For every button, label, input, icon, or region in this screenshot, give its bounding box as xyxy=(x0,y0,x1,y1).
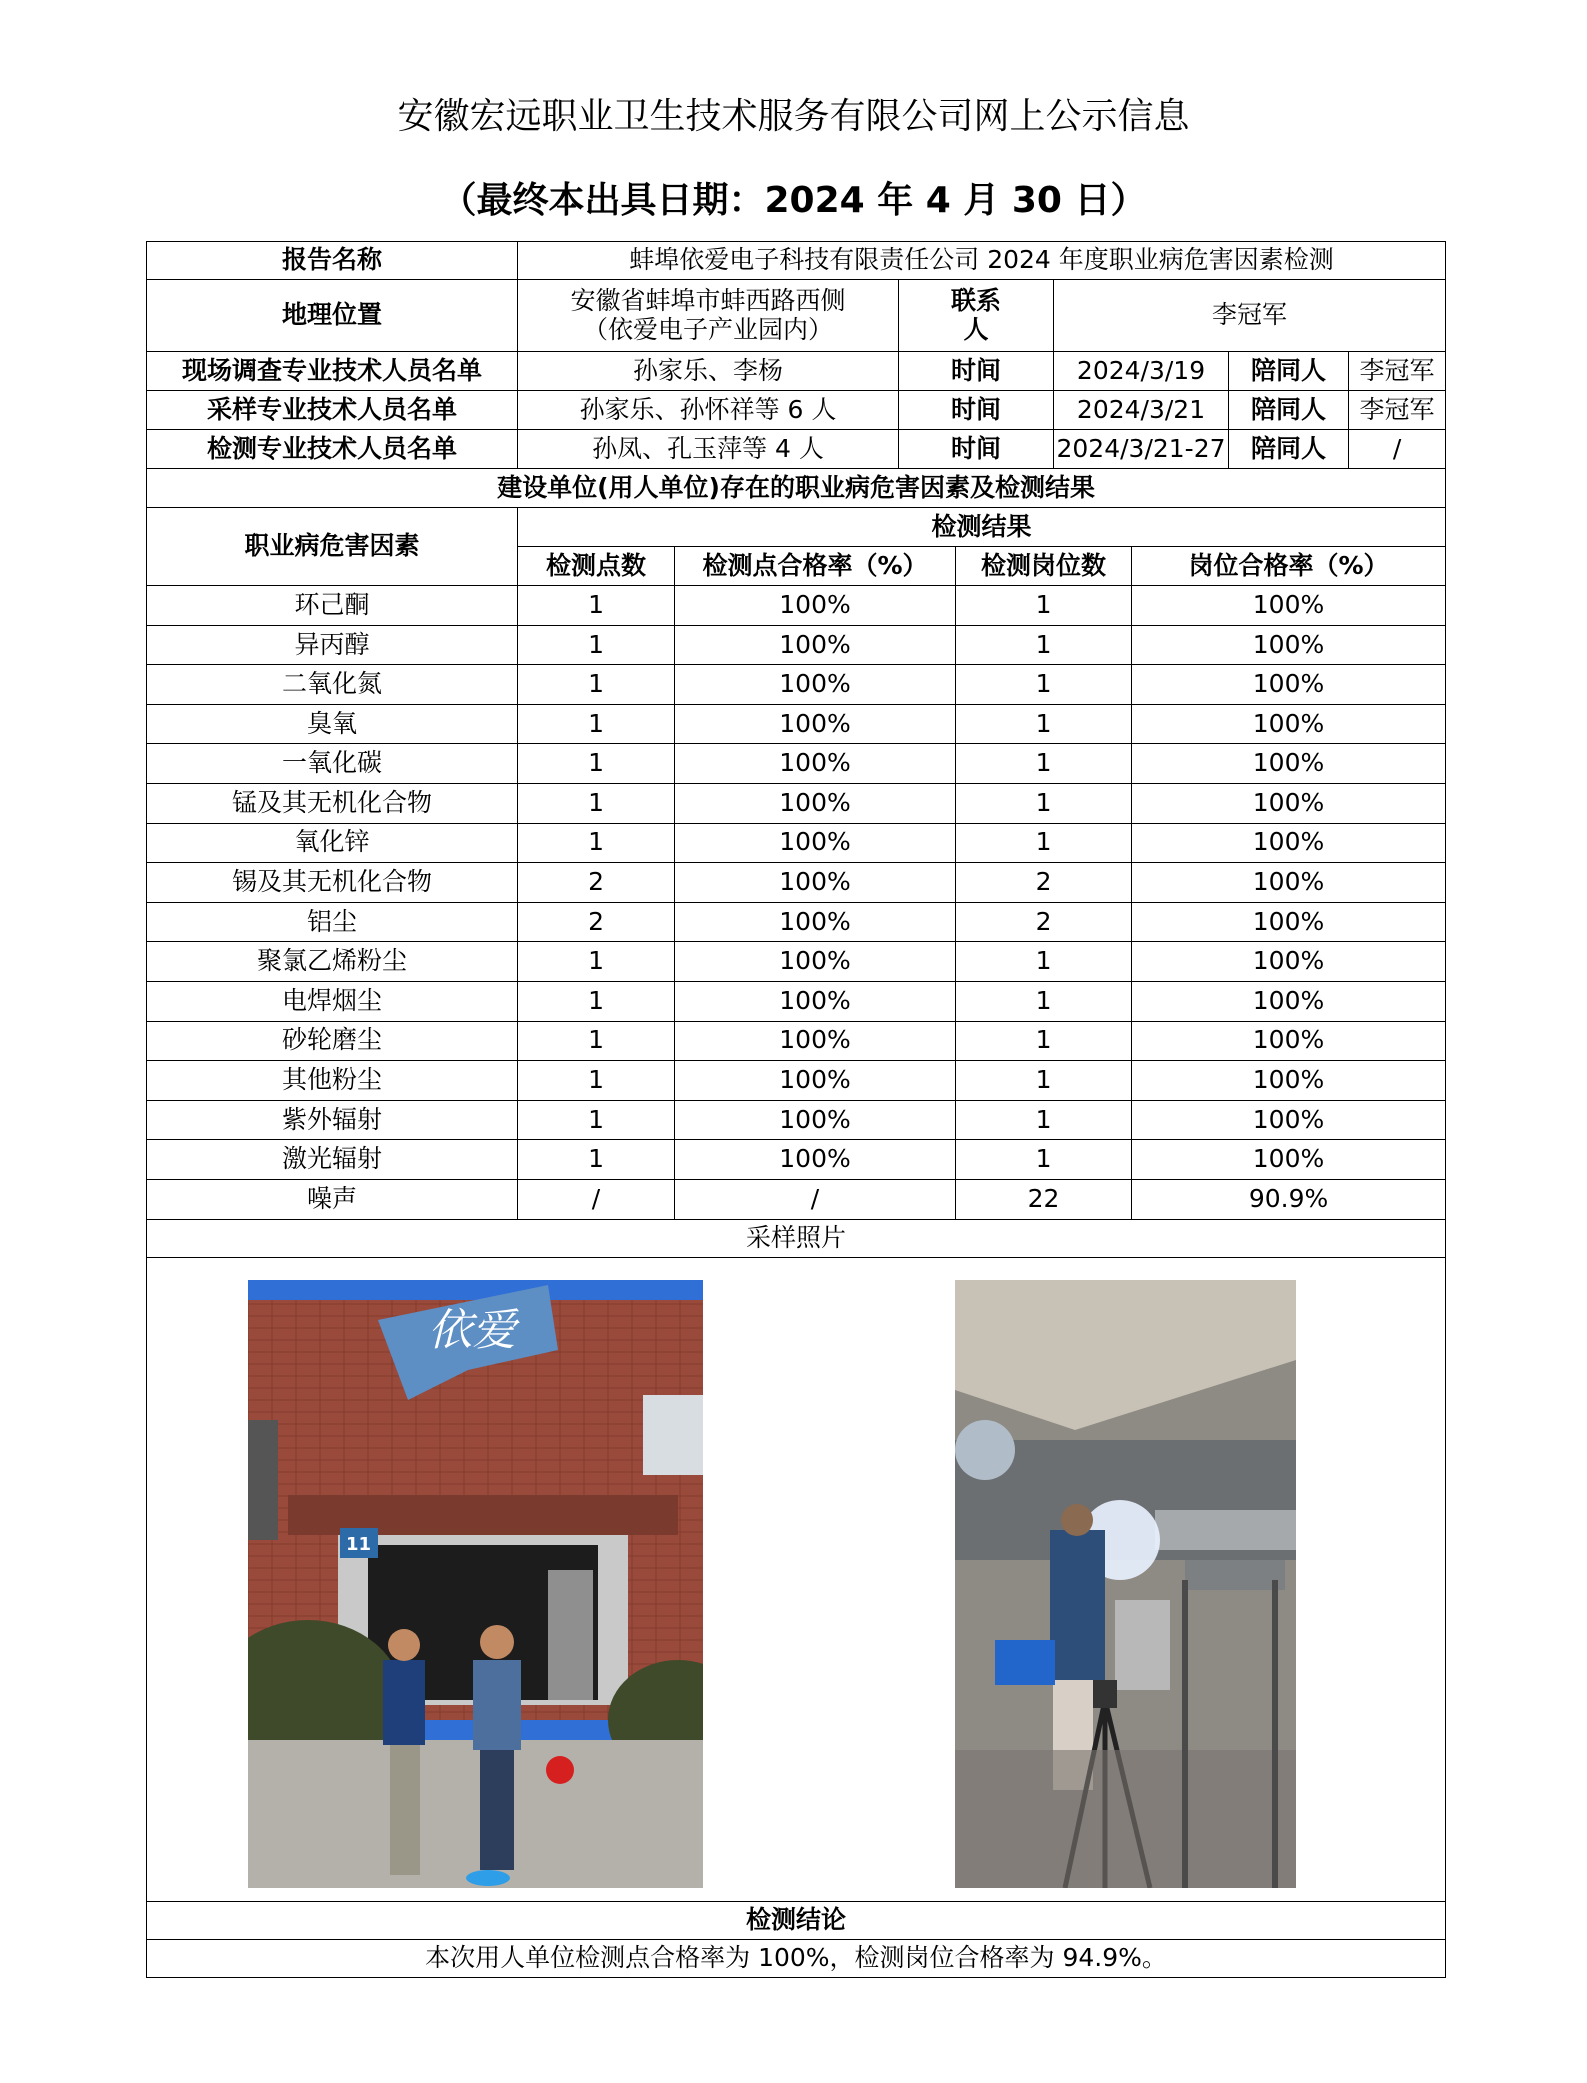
post-rate-cell: 100% xyxy=(1132,902,1446,942)
point-rate-cell: 100% xyxy=(675,942,956,982)
posts-cell: 1 xyxy=(956,704,1132,744)
factor-cell: 紫外辐射 xyxy=(147,1100,518,1140)
results-header-row xyxy=(147,508,1446,547)
posts-cell: 1 xyxy=(956,665,1132,705)
points-cell: 1 xyxy=(518,625,675,665)
points-cell: 1 xyxy=(518,942,675,982)
point-rate-cell: 100% xyxy=(675,823,956,863)
point-rate-cell: 100% xyxy=(675,783,956,823)
points-cell: 1 xyxy=(518,586,675,626)
location-line-2: （依爱电子产业园内） xyxy=(583,314,834,344)
col-header-points: 检测点数 xyxy=(518,547,675,586)
factor-cell: 电焊烟尘 xyxy=(147,981,518,1021)
result-row xyxy=(147,665,1446,705)
posts-cell: 1 xyxy=(956,1100,1132,1140)
staff-names: 孙家乐、李杨 xyxy=(518,352,899,391)
accompany-value: / xyxy=(1349,430,1446,469)
section-title: 建设单位(用人单位)存在的职业病危害因素及检测结果 xyxy=(147,469,1446,508)
points-cell: 1 xyxy=(518,823,675,863)
factor-cell: 噪声 xyxy=(147,1179,518,1219)
posts-cell: 2 xyxy=(956,863,1132,903)
result-header: 检测结果 xyxy=(518,508,1446,547)
conclusion-row xyxy=(147,1939,1446,1977)
post-rate-cell: 100% xyxy=(1132,1061,1446,1101)
location-line-1: 安徽省蚌埠市蚌西路西侧 xyxy=(570,285,846,315)
report-name-value: 蚌埠依爱电子科技有限责任公司 2024 年度职业病危害因素检测 xyxy=(518,242,1446,280)
posts-cell: 1 xyxy=(956,586,1132,626)
factor-cell: 锰及其无机化合物 xyxy=(147,783,518,823)
contact-label-line-2: 人 xyxy=(963,314,989,344)
posts-cell: 1 xyxy=(956,823,1132,863)
photos-label: 采样照片 xyxy=(147,1219,1446,1257)
staff-names: 孙家乐、孙怀祥等 6 人 xyxy=(518,391,899,430)
factor-cell: 二氧化氮 xyxy=(147,665,518,705)
post-rate-cell: 100% xyxy=(1132,783,1446,823)
photos-row xyxy=(147,1257,1446,1901)
result-row xyxy=(147,823,1446,863)
post-rate-cell: 100% xyxy=(1132,1140,1446,1180)
location-label: 地理位置 xyxy=(147,280,518,352)
posts-cell: 1 xyxy=(956,1140,1132,1180)
factor-cell: 激光辐射 xyxy=(147,1140,518,1180)
result-row xyxy=(147,981,1446,1021)
post-rate-cell: 100% xyxy=(1132,863,1446,903)
post-rate-cell: 100% xyxy=(1132,1021,1446,1061)
posts-cell: 1 xyxy=(956,625,1132,665)
post-rate-cell: 100% xyxy=(1132,625,1446,665)
points-cell: / xyxy=(518,1179,675,1219)
post-rate-cell: 90.9% xyxy=(1132,1179,1446,1219)
post-rate-cell: 100% xyxy=(1132,586,1446,626)
accompany-label: 陪同人 xyxy=(1229,352,1349,391)
report-name-label: 报告名称 xyxy=(147,242,518,280)
point-rate-cell: 100% xyxy=(675,1100,956,1140)
post-rate-cell: 100% xyxy=(1132,942,1446,982)
staff-time: 2024/3/21 xyxy=(1054,391,1229,430)
points-cell: 2 xyxy=(518,863,675,903)
staff-names: 孙凤、孔玉萍等 4 人 xyxy=(518,430,899,469)
welding-workshop-photo xyxy=(955,1280,1296,1888)
col-header-point-rate: 检测点合格率（%） xyxy=(675,547,956,586)
point-rate-cell: 100% xyxy=(675,625,956,665)
time-label: 时间 xyxy=(899,391,1054,430)
factor-cell: 异丙醇 xyxy=(147,625,518,665)
posts-cell: 1 xyxy=(956,744,1132,784)
factor-cell: 一氧化碳 xyxy=(147,744,518,784)
accompany-label: 陪同人 xyxy=(1229,391,1349,430)
conclusion-label: 检测结论 xyxy=(147,1901,1446,1939)
factor-cell: 砂轮磨尘 xyxy=(147,1021,518,1061)
point-rate-cell: / xyxy=(675,1179,956,1219)
accompany-value: 李冠军 xyxy=(1349,391,1446,430)
post-rate-cell: 100% xyxy=(1132,1100,1446,1140)
staff-label: 检测专业技术人员名单 xyxy=(147,430,518,469)
contact-label-line-1: 联系 xyxy=(951,285,1002,315)
staff-row xyxy=(147,352,1446,391)
result-row xyxy=(147,863,1446,903)
post-rate-cell: 100% xyxy=(1132,823,1446,863)
result-row xyxy=(147,744,1446,784)
posts-cell: 1 xyxy=(956,981,1132,1021)
points-cell: 1 xyxy=(518,1061,675,1101)
accompany-value: 李冠军 xyxy=(1349,352,1446,391)
photos-cell xyxy=(147,1257,1446,1901)
point-rate-cell: 100% xyxy=(675,863,956,903)
point-rate-cell: 100% xyxy=(675,704,956,744)
post-rate-cell: 100% xyxy=(1132,744,1446,784)
points-cell: 1 xyxy=(518,744,675,784)
points-cell: 1 xyxy=(518,1021,675,1061)
post-rate-cell: 100% xyxy=(1132,981,1446,1021)
col-header-post-rate: 岗位合格率（%） xyxy=(1132,547,1446,586)
time-label: 时间 xyxy=(899,430,1054,469)
factor-cell: 氧化锌 xyxy=(147,823,518,863)
staff-time: 2024/3/21-27 xyxy=(1054,430,1229,469)
point-rate-cell: 100% xyxy=(675,744,956,784)
page-title: 安徽宏远职业卫生技术服务有限公司网上公示信息 xyxy=(397,96,1190,137)
posts-cell: 22 xyxy=(956,1179,1132,1219)
report-name-row xyxy=(147,242,1446,280)
posts-cell: 1 xyxy=(956,942,1132,982)
result-row xyxy=(147,625,1446,665)
staff-row xyxy=(147,430,1446,469)
factor-cell: 臭氧 xyxy=(147,704,518,744)
posts-cell: 1 xyxy=(956,783,1132,823)
points-cell: 1 xyxy=(518,665,675,705)
posts-cell: 2 xyxy=(956,902,1132,942)
time-label: 时间 xyxy=(899,352,1054,391)
points-cell: 1 xyxy=(518,1100,675,1140)
section-title-row xyxy=(147,469,1446,508)
point-rate-cell: 100% xyxy=(675,586,956,626)
conclusion-text: 本次用人单位检测点合格率为 100%，检测岗位合格率为 94.9%。 xyxy=(147,1939,1446,1977)
point-rate-cell: 100% xyxy=(675,981,956,1021)
col-header-posts: 检测岗位数 xyxy=(956,547,1132,586)
result-row xyxy=(147,704,1446,744)
staff-row xyxy=(147,391,1446,430)
post-rate-cell: 100% xyxy=(1132,704,1446,744)
factor-cell: 环己酮 xyxy=(147,586,518,626)
location-row xyxy=(147,280,1446,352)
factor-cell: 聚氯乙烯粉尘 xyxy=(147,942,518,982)
result-row xyxy=(147,1140,1446,1180)
location-value xyxy=(518,280,899,352)
result-row xyxy=(147,902,1446,942)
conclusion-label-row xyxy=(147,1901,1446,1939)
building-entrance-photo xyxy=(248,1280,703,1888)
contact-value: 李冠军 xyxy=(1054,280,1446,352)
posts-cell: 1 xyxy=(956,1061,1132,1101)
factor-header: 职业病危害因素 xyxy=(147,508,518,586)
point-rate-cell: 100% xyxy=(675,902,956,942)
factor-cell: 其他粉尘 xyxy=(147,1061,518,1101)
report-table xyxy=(146,241,1446,1978)
photos-label-row xyxy=(147,1219,1446,1257)
staff-time: 2024/3/19 xyxy=(1054,352,1229,391)
result-row xyxy=(147,783,1446,823)
point-rate-cell: 100% xyxy=(675,1021,956,1061)
accompany-label: 陪同人 xyxy=(1229,430,1349,469)
issue-date: （最终本出具日期：2024 年 4 月 30 日） xyxy=(440,180,1147,221)
building-number-text: 11 xyxy=(346,1533,372,1555)
contact-label xyxy=(899,280,1054,352)
points-cell: 1 xyxy=(518,704,675,744)
point-rate-cell: 100% xyxy=(675,665,956,705)
point-rate-cell: 100% xyxy=(675,1140,956,1180)
point-rate-cell: 100% xyxy=(675,1061,956,1101)
staff-label: 采样专业技术人员名单 xyxy=(147,391,518,430)
staff-label: 现场调查专业技术人员名单 xyxy=(147,352,518,391)
building-sign-text: 依爱 xyxy=(428,1304,516,1356)
result-row xyxy=(147,1061,1446,1101)
results-body xyxy=(147,586,1446,1220)
points-cell: 1 xyxy=(518,783,675,823)
factor-cell: 铝尘 xyxy=(147,902,518,942)
result-row xyxy=(147,1179,1446,1219)
post-rate-cell: 100% xyxy=(1132,665,1446,705)
result-row xyxy=(147,1100,1446,1140)
posts-cell: 1 xyxy=(956,1021,1132,1061)
result-row xyxy=(147,586,1446,626)
points-cell: 1 xyxy=(518,1140,675,1180)
result-row xyxy=(147,1021,1446,1061)
result-row xyxy=(147,942,1446,982)
points-cell: 2 xyxy=(518,902,675,942)
points-cell: 1 xyxy=(518,981,675,1021)
factor-cell: 锡及其无机化合物 xyxy=(147,863,518,903)
